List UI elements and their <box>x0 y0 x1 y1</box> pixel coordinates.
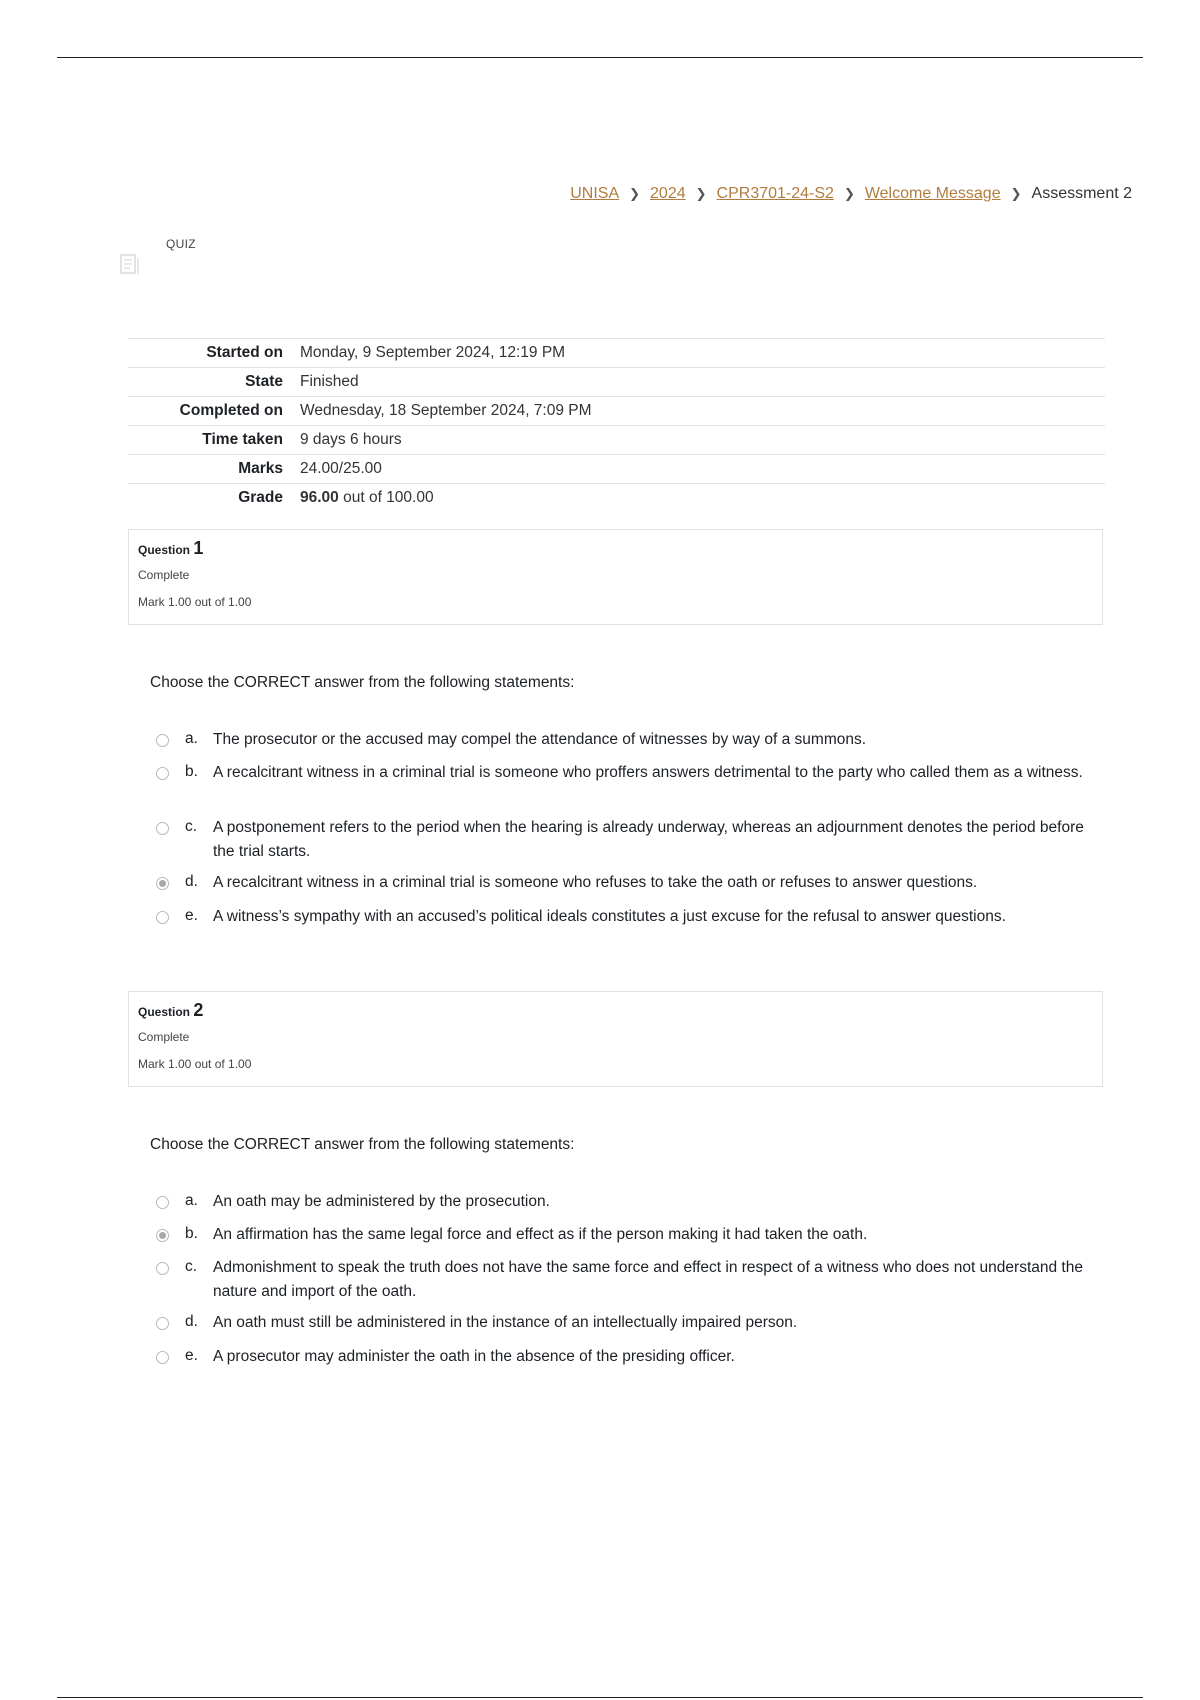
radio-button-selected[interactable] <box>156 1229 169 1242</box>
answer-letter: d. <box>185 1313 198 1330</box>
answer-letter: a. <box>185 730 198 747</box>
question-number: 1 <box>193 538 204 558</box>
summary-label: Marks <box>238 460 283 477</box>
answer-text: A prosecutor may administer the oath in the absence of the presiding officer. <box>213 1348 735 1365</box>
answer-text: A recalcitrant witness in a criminal trial is someone who proffers answers detrimental to the party who called them as a witness. <box>213 764 1083 781</box>
answer-text: The prosecutor or the accused may compel the attendance of witnesses by way of a summons. <box>213 731 867 748</box>
question-title <box>138 538 1093 559</box>
chevron-right-icon: ❯ <box>843 186 855 201</box>
radio-button[interactable] <box>156 1262 169 1275</box>
question-info-box <box>128 529 1103 625</box>
summary-value: 24.00/25.00 <box>300 460 382 477</box>
summary-value: Finished <box>300 373 359 390</box>
answer-letter: b. <box>185 763 198 780</box>
summary-row-grade <box>128 484 1105 513</box>
question-label: Question <box>138 1005 191 1019</box>
answer-option[interactable] <box>156 730 1086 752</box>
radio-button[interactable] <box>156 734 169 747</box>
breadcrumb-link-unisa[interactable]: UNISA <box>570 185 620 202</box>
answer-letter: c. <box>185 818 198 835</box>
question-state: Complete <box>138 568 190 582</box>
summary-row-completed <box>128 397 1105 426</box>
answer-letter: c. <box>185 1258 198 1275</box>
radio-button-selected[interactable] <box>156 877 169 890</box>
radio-button[interactable] <box>156 822 169 835</box>
summary-label: Completed on <box>179 402 283 419</box>
answer-text: An affirmation has the same legal force and effect as if the person making it had taken the oath. <box>213 1226 868 1243</box>
answer-letter: b. <box>185 1225 198 1242</box>
answer-option[interactable] <box>156 763 1086 785</box>
question-mark: Mark 1.00 out of 1.00 <box>138 595 252 609</box>
answer-option[interactable] <box>156 1225 1086 1247</box>
summary-value: Wednesday, 18 September 2024, 7:09 PM <box>300 402 592 419</box>
radio-button[interactable] <box>156 911 169 924</box>
question-state: Complete <box>138 1030 190 1044</box>
radio-button[interactable] <box>156 1351 169 1364</box>
summary-row-started <box>128 339 1105 368</box>
page-top-rule <box>57 57 1143 58</box>
page-bottom-rule <box>57 1697 1143 1698</box>
breadcrumb-link-course[interactable]: CPR3701-24-S2 <box>716 185 834 202</box>
question-label: Question <box>138 543 191 557</box>
answer-option[interactable] <box>156 907 1086 929</box>
answer-text: An oath may be administered by the prosecution. <box>213 1193 550 1210</box>
chevron-right-icon: ❯ <box>629 186 641 201</box>
summary-label: Started on <box>206 344 283 361</box>
grade-suffix: out of 100.00 <box>338 489 434 506</box>
summary-row-time-taken <box>128 426 1105 455</box>
answer-option[interactable] <box>156 1192 1086 1214</box>
breadcrumb <box>570 185 1132 203</box>
summary-row-marks <box>128 455 1105 484</box>
breadcrumb-link-section[interactable]: Welcome Message <box>864 185 1001 202</box>
question-info-box <box>128 991 1103 1087</box>
breadcrumb-current: Assessment 2 <box>1031 185 1132 202</box>
activity-type-label: QUIZ <box>166 237 196 251</box>
answer-option[interactable] <box>156 1347 1086 1369</box>
chevron-right-icon: ❯ <box>695 186 707 201</box>
answer-text: A postponement refers to the period when the hearing is already underway, whereas an adjournment denotes the period before the trial starts. <box>213 819 1084 860</box>
attempt-summary-table <box>128 338 1105 512</box>
quiz-icon <box>120 252 140 276</box>
answer-option[interactable] <box>156 1258 1086 1304</box>
breadcrumb-link-year[interactable]: 2024 <box>650 185 686 202</box>
radio-button[interactable] <box>156 1317 169 1330</box>
summary-label: State <box>245 373 283 390</box>
grade-score: 96.00 <box>300 489 339 506</box>
summary-row-state <box>128 368 1105 397</box>
summary-value <box>300 484 1105 513</box>
question-mark: Mark 1.00 out of 1.00 <box>138 1057 252 1071</box>
answer-text: A witness’s sympathy with an accused’s political ideals constitutes a just excuse for the refusal to answer questions. <box>213 908 1006 925</box>
answer-option[interactable] <box>156 873 1086 895</box>
answer-letter: a. <box>185 1192 198 1209</box>
radio-button[interactable] <box>156 767 169 780</box>
answer-text: An oath must still be administered in the instance of an intellectually impaired person. <box>213 1314 798 1331</box>
summary-value: Monday, 9 September 2024, 12:19 PM <box>300 344 566 361</box>
answer-text: Admonishment to speak the truth does not have the same force and effect in respect of a witness who does not understand the nature and import of the oath. <box>213 1259 1083 1300</box>
answer-option[interactable] <box>156 1313 1086 1335</box>
summary-label: Time taken <box>202 431 283 448</box>
radio-button[interactable] <box>156 1196 169 1209</box>
answer-option[interactable] <box>156 818 1086 864</box>
question-title <box>138 1000 1093 1021</box>
summary-label: Grade <box>238 489 283 506</box>
chevron-right-icon: ❯ <box>1010 186 1022 201</box>
question-number: 2 <box>193 1000 204 1020</box>
answer-letter: d. <box>185 873 198 890</box>
answer-text: A recalcitrant witness in a criminal trial is someone who refuses to take the oath or refuses to answer questions. <box>213 874 978 891</box>
summary-value: 9 days 6 hours <box>300 431 402 448</box>
answer-letter: e. <box>185 907 198 924</box>
question-prompt: Choose the CORRECT answer from the following statements: <box>150 674 575 691</box>
answer-letter: e. <box>185 1347 198 1364</box>
question-prompt: Choose the CORRECT answer from the following statements: <box>150 1136 575 1153</box>
